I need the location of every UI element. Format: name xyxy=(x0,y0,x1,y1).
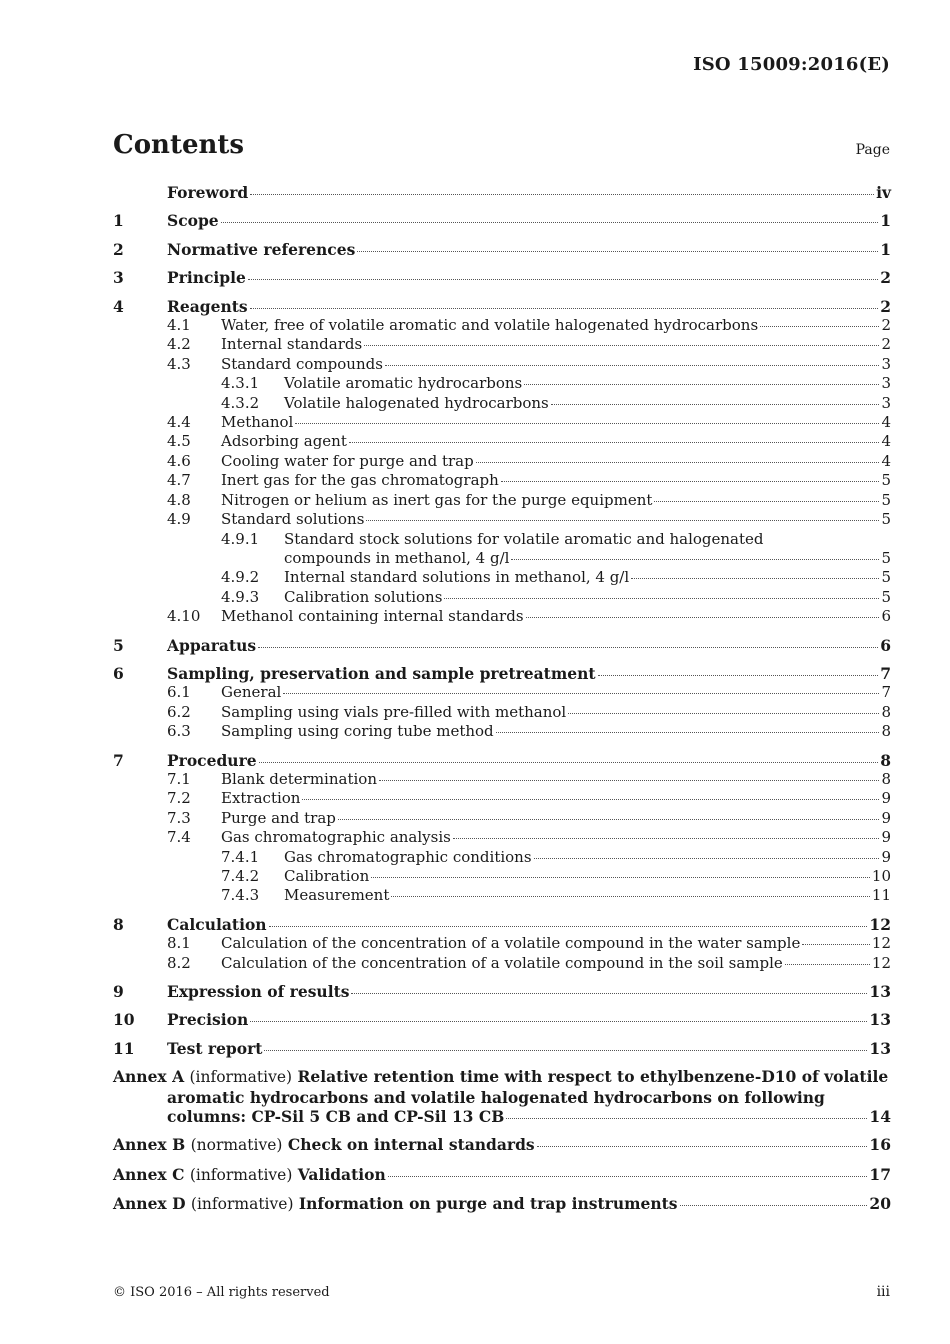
toc-entry-number: 7.2 xyxy=(167,789,191,808)
dot-leader xyxy=(371,877,870,878)
toc-entry-page: 6 xyxy=(880,635,891,655)
toc-entry[interactable] xyxy=(113,530,891,549)
toc-entry-number: 10 xyxy=(113,1010,135,1030)
toc-entry[interactable] xyxy=(113,297,891,316)
toc-entry-page: 12 xyxy=(869,914,891,934)
toc-entry[interactable] xyxy=(113,316,891,335)
dot-leader xyxy=(496,732,880,733)
toc-entry-page: 9 xyxy=(881,828,891,847)
toc-entry-page: 9 xyxy=(881,847,891,866)
toc-entry-label: Calibration xyxy=(284,867,370,885)
toc-entry-label: General xyxy=(221,683,282,702)
toc-entry-label: Extraction xyxy=(221,789,301,808)
dot-leader xyxy=(364,345,879,346)
toc-entry-label: Volatile aromatic hydrocarbons xyxy=(284,374,523,393)
toc-entry-number: 1 xyxy=(113,211,124,231)
toc-entry-label: Sampling using coring tube method xyxy=(221,722,494,741)
dot-leader xyxy=(444,598,879,599)
toc-entry-number: 4.9 xyxy=(167,510,191,529)
toc-entry-page: 9 xyxy=(881,789,891,808)
dot-leader xyxy=(785,964,870,965)
dot-leader xyxy=(391,896,870,897)
toc-entry-page: 2 xyxy=(880,268,891,288)
dot-leader xyxy=(568,713,879,714)
toc-entry[interactable] xyxy=(113,432,891,451)
toc-entry-number: 11 xyxy=(113,1038,135,1058)
contents-title: Contents xyxy=(113,130,245,160)
standard-identifier: ISO 15009:2016(E) xyxy=(693,54,890,75)
toc-entry[interactable] xyxy=(113,867,891,886)
toc-entry-number: 6.3 xyxy=(167,722,191,741)
toc-entry-page: 8 xyxy=(880,750,891,770)
toc-entry-number: 4 xyxy=(113,296,124,316)
toc-entry[interactable] xyxy=(113,789,891,808)
toc-entry[interactable] xyxy=(113,211,891,230)
dot-leader xyxy=(264,1050,867,1051)
dot-leader xyxy=(338,819,880,820)
page-column-label: Page xyxy=(855,142,890,158)
toc-entry[interactable] xyxy=(113,374,891,393)
toc-entry[interactable] xyxy=(113,491,891,510)
toc-entry-label: Procedure xyxy=(167,750,257,770)
toc-annex-entry[interactable] xyxy=(113,1194,891,1214)
copyright-notice: © ISO 2016 – All rights reserved xyxy=(113,1285,330,1300)
toc-entry-page: 7 xyxy=(881,683,891,702)
toc-entry[interactable] xyxy=(113,1039,891,1058)
toc-entry[interactable] xyxy=(113,183,891,202)
toc-entry-number: 4.10 xyxy=(167,607,201,626)
toc-entry-label: Expression of results xyxy=(167,982,350,1002)
dot-leader xyxy=(760,326,879,327)
toc-entry-label: Standard compounds xyxy=(221,354,383,373)
toc-entry-label: Gas chromatographic analysis xyxy=(221,828,451,847)
toc-entry-page: 1 xyxy=(880,239,891,259)
toc-entry-page: 20 xyxy=(869,1194,891,1214)
toc-entry-label: Measurement xyxy=(284,886,390,905)
toc-entry[interactable] xyxy=(113,683,891,702)
toc-annex-entry[interactable] xyxy=(113,1067,891,1126)
toc-entry[interactable] xyxy=(113,848,891,867)
annex-prefix: Annex B xyxy=(113,1135,186,1155)
toc-entry-label: Nitrogen or helium as inert gas for the purge equipment xyxy=(221,490,653,509)
annex-prefix: Annex D xyxy=(113,1194,186,1214)
toc-entry-label: Foreword xyxy=(167,183,249,202)
toc-entry-page: 12 xyxy=(871,953,891,972)
toc-entry-page: 11 xyxy=(871,886,891,905)
toc-entry-number: 7.4.1 xyxy=(221,847,260,866)
toc-entry-page: 4 xyxy=(881,432,891,451)
toc-entry-page: 5 xyxy=(881,510,891,529)
toc-entry-number: 4.9.1 xyxy=(221,529,260,548)
toc-entry-number: 4.9.2 xyxy=(221,568,260,587)
annex-title-line: columns: CP-Sil 5 CB and CP-Sil 13 CB xyxy=(167,1107,505,1127)
dot-leader xyxy=(598,675,879,676)
toc-entry-number: 6 xyxy=(113,663,124,683)
toc-entry-page: 4 xyxy=(881,413,891,432)
toc-entry[interactable] xyxy=(113,413,891,432)
toc-entry-number: 4.5 xyxy=(167,432,191,451)
toc-entry[interactable] xyxy=(113,722,891,741)
toc-entry-number: 7.1 xyxy=(167,769,191,788)
toc-entry[interactable] xyxy=(113,588,891,607)
toc-entry-label: Test report xyxy=(167,1038,263,1058)
toc-entry-page: 12 xyxy=(871,934,891,953)
toc-entry-page: 16 xyxy=(869,1135,891,1155)
table-of-contents xyxy=(113,183,891,1215)
toc-annex-entry[interactable] xyxy=(113,1165,891,1185)
toc-entry-number: 6.1 xyxy=(167,683,191,702)
toc-entry-number: 6.2 xyxy=(167,702,191,721)
toc-entry-label: Volatile halogenated hydrocarbons xyxy=(284,393,549,412)
toc-entry-number: 4.3 xyxy=(167,354,191,373)
annex-type: (informative) xyxy=(189,1068,293,1087)
dot-leader xyxy=(802,944,870,945)
toc-entry-label: Purge and trap xyxy=(221,808,336,827)
toc-entry-label: Cooling water for purge and trap xyxy=(221,451,474,470)
toc-entry[interactable] xyxy=(113,809,891,828)
toc-entry-number: 7.3 xyxy=(167,808,191,827)
toc-entry-label: Water, free of volatile aromatic and volatile halogenated hydrocarbons xyxy=(221,316,759,335)
toc-entry-page: 13 xyxy=(869,1010,891,1030)
toc-entry[interactable] xyxy=(113,982,891,1001)
annex-type: (informative) xyxy=(189,1165,293,1184)
toc-entry[interactable] xyxy=(113,915,891,934)
toc-entry[interactable] xyxy=(113,954,891,973)
annex-title-line: aromatic hydrocarbons and volatile halogenated hydrocarbons on following xyxy=(167,1087,825,1107)
dot-leader xyxy=(453,838,880,839)
toc-entry[interactable] xyxy=(113,703,891,722)
toc-entry-page: 2 xyxy=(880,296,891,316)
toc-entry-number: 3 xyxy=(113,268,124,288)
annex-prefix: Annex C xyxy=(113,1164,185,1184)
toc-entry-label: Methanol xyxy=(221,413,294,432)
toc-entry[interactable] xyxy=(113,510,891,529)
annex-title-line: Relative retention time with respect to ethylbenzene-D10 of volatile xyxy=(297,1067,889,1087)
dot-leader xyxy=(506,1118,867,1119)
toc-entry-label: Calculation of the concentration of a volatile compound in the soil sample xyxy=(221,953,783,972)
dot-leader xyxy=(357,251,878,252)
toc-entry[interactable] xyxy=(113,568,891,587)
toc-entry-page: 6 xyxy=(881,607,891,626)
annex-title: Validation xyxy=(297,1164,386,1184)
dot-leader xyxy=(551,404,880,405)
toc-entry-page: 5 xyxy=(881,568,891,587)
toc-entry-number: 4.3.1 xyxy=(221,374,260,393)
toc-entry-page: 9 xyxy=(881,808,891,827)
toc-entry-label: Gas chromatographic conditions xyxy=(284,847,532,866)
toc-entry-label: compounds in methanol, 4 g/l xyxy=(284,548,510,567)
toc-entry[interactable] xyxy=(113,828,891,847)
toc-entry-number: 7 xyxy=(113,750,124,770)
dot-leader xyxy=(537,1146,868,1147)
dot-leader xyxy=(388,1176,868,1177)
annex-title: Check on internal standards xyxy=(287,1135,535,1155)
dot-leader xyxy=(269,926,868,927)
toc-entry-number: 4.2 xyxy=(167,335,191,354)
toc-entry-number: 7.4.3 xyxy=(221,886,260,905)
toc-entry-page: 13 xyxy=(869,982,891,1002)
toc-entry-number: 7.4.2 xyxy=(221,867,260,885)
toc-entry[interactable] xyxy=(113,886,891,905)
toc-entry-page: 8 xyxy=(881,722,891,741)
toc-entry-page: 3 xyxy=(881,374,891,393)
toc-entry-label: Sampling using vials pre-filled with methanol xyxy=(221,702,567,721)
dot-leader xyxy=(511,559,879,560)
dot-leader xyxy=(526,617,880,618)
dot-leader xyxy=(258,647,878,648)
toc-entry-label: Precision xyxy=(167,1010,249,1030)
toc-entry-label: Standard solutions xyxy=(221,510,365,529)
toc-entry-page: 14 xyxy=(869,1107,891,1127)
toc-entry-page: 5 xyxy=(881,548,891,567)
toc-entry-label: Reagents xyxy=(167,296,248,316)
dot-leader xyxy=(250,194,874,195)
toc-entry-label: Scope xyxy=(167,211,219,231)
toc-entry[interactable] xyxy=(113,751,891,770)
toc-entry-label: Standard stock solutions for volatile aromatic and halogenated xyxy=(284,529,764,548)
dot-leader xyxy=(631,578,879,579)
toc-entry-page: 3 xyxy=(881,393,891,412)
toc-entry-number: 8 xyxy=(113,914,124,934)
toc-entry-page: 5 xyxy=(881,587,891,606)
dot-leader xyxy=(283,693,879,694)
toc-entry[interactable] xyxy=(113,607,891,626)
toc-entry-label: Calculation of the concentration of a volatile compound in the water sample xyxy=(221,934,801,953)
toc-entry[interactable] xyxy=(113,549,891,568)
dot-leader xyxy=(248,279,878,280)
toc-entry[interactable] xyxy=(113,770,891,789)
dot-leader xyxy=(534,858,880,859)
toc-entry-label: Apparatus xyxy=(167,635,257,655)
toc-entry-page: 8 xyxy=(881,769,891,788)
dot-leader xyxy=(351,993,867,994)
toc-entry-number: 2 xyxy=(113,239,124,259)
toc-entry-number: 7.4 xyxy=(167,828,191,847)
dot-leader xyxy=(250,1021,867,1022)
toc-entry-page: 13 xyxy=(869,1038,891,1058)
toc-entry-number: 4.6 xyxy=(167,451,191,470)
toc-entry-label: Calculation xyxy=(167,914,267,934)
dot-leader xyxy=(302,799,879,800)
toc-entry[interactable] xyxy=(113,934,891,953)
dot-leader xyxy=(259,762,879,763)
dot-leader xyxy=(295,423,879,424)
dot-leader xyxy=(366,520,879,521)
toc-entry[interactable] xyxy=(113,355,891,374)
dot-leader xyxy=(476,462,880,463)
toc-entry-label: Normative references xyxy=(167,239,356,259)
toc-entry[interactable] xyxy=(113,268,891,287)
toc-entry-label: Blank determination xyxy=(221,769,377,788)
toc-entry-page: 4 xyxy=(881,451,891,470)
toc-entry-number: 8.2 xyxy=(167,953,191,972)
toc-entry[interactable] xyxy=(113,394,891,413)
toc-entry-page: 7 xyxy=(880,663,891,683)
toc-entry-label: Calibration solutions xyxy=(284,587,443,606)
toc-entry-label: Internal standard solutions in methanol, 4 g/l xyxy=(284,568,630,587)
dot-leader xyxy=(680,1205,868,1206)
annex-type: (normative) xyxy=(190,1136,283,1155)
toc-entry-number: 4.8 xyxy=(167,490,191,509)
toc-annex-entry[interactable] xyxy=(113,1135,891,1155)
toc-entry[interactable] xyxy=(113,1010,891,1029)
toc-entry[interactable] xyxy=(113,335,891,354)
toc-entry-number: 8.1 xyxy=(167,934,191,953)
toc-entry-page: 5 xyxy=(881,490,891,509)
dot-leader xyxy=(385,365,880,366)
toc-entry-page: 8 xyxy=(881,702,891,721)
toc-entry-label: Adsorbing agent xyxy=(221,432,347,451)
toc-entry-page: 2 xyxy=(881,316,891,335)
dot-leader xyxy=(654,501,879,502)
toc-entry-label: Inert gas for the gas chromatograph xyxy=(221,471,499,490)
toc-entry-number: 9 xyxy=(113,982,124,1002)
toc-entry-page: 10 xyxy=(871,867,891,885)
dot-leader xyxy=(349,442,880,443)
toc-entry[interactable] xyxy=(113,664,891,683)
dot-leader xyxy=(379,780,879,781)
toc-entry-number: 4.3.2 xyxy=(221,393,260,412)
annex-prefix: Annex A xyxy=(113,1067,185,1087)
toc-entry-number: 5 xyxy=(113,635,124,655)
toc-entry[interactable] xyxy=(113,471,891,490)
page-number: iii xyxy=(876,1284,890,1300)
dot-leader xyxy=(524,384,879,385)
toc-entry[interactable] xyxy=(113,636,891,655)
toc-entry-page: iv xyxy=(876,183,891,202)
toc-entry-number: 4.1 xyxy=(167,316,191,335)
dot-leader xyxy=(221,222,879,223)
toc-entry-page: 2 xyxy=(881,335,891,354)
toc-entry-number: 4.7 xyxy=(167,471,191,490)
annex-type: (informative) xyxy=(190,1195,294,1214)
toc-entry[interactable] xyxy=(113,240,891,259)
toc-entry-label: Principle xyxy=(167,268,246,288)
toc-entry-number: 4.4 xyxy=(167,413,191,432)
toc-entry-page: 17 xyxy=(869,1164,891,1184)
toc-entry-page: 5 xyxy=(881,471,891,490)
toc-entry-label: Internal standards xyxy=(221,335,363,354)
toc-entry-label: Sampling, preservation and sample pretreatment xyxy=(167,663,596,683)
toc-entry-page: 3 xyxy=(881,354,891,373)
toc-entry[interactable] xyxy=(113,452,891,471)
dot-leader xyxy=(250,308,879,309)
toc-entry-page: 1 xyxy=(880,211,891,231)
dot-leader xyxy=(501,481,880,482)
toc-entry-label: Methanol containing internal standards xyxy=(221,607,524,626)
toc-entry-number: 4.9.3 xyxy=(221,587,260,606)
annex-title: Information on purge and trap instruments xyxy=(298,1194,678,1214)
